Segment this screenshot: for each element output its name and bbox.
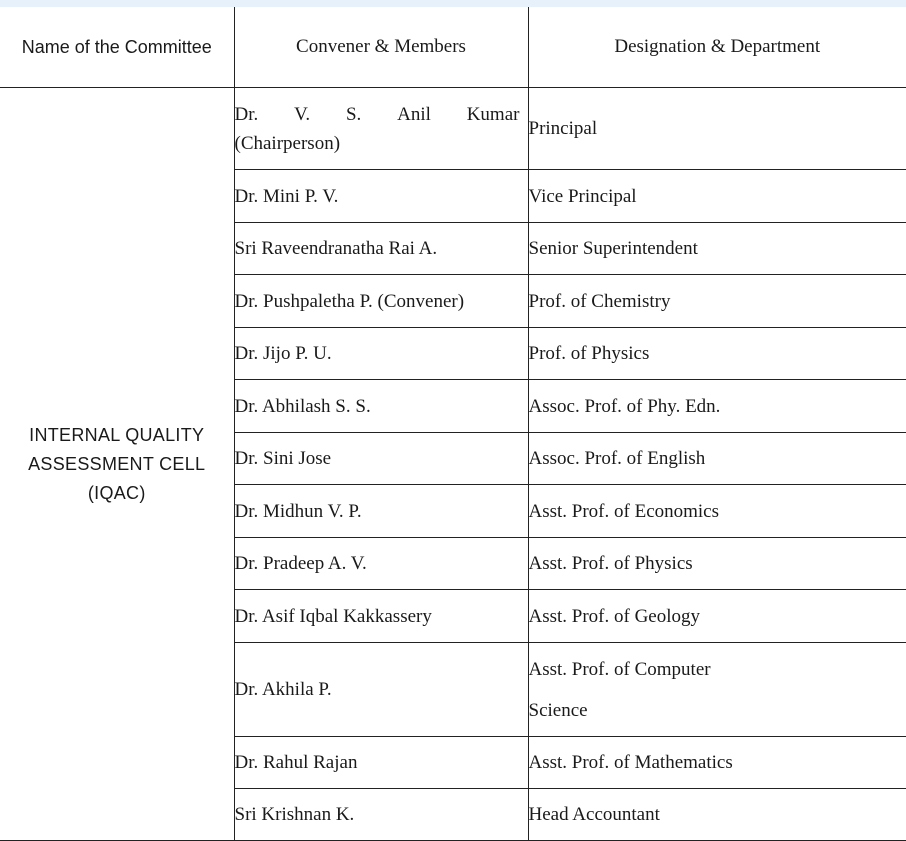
committee-name-line: ASSESSMENT CELL: [0, 450, 234, 479]
member-cell: Dr. Rahul Rajan: [234, 737, 528, 789]
member-cell: Dr. Mini P. V.: [234, 170, 528, 223]
designation-cell: Asst. Prof. of Economics: [528, 485, 906, 538]
member-name-line: [235, 100, 520, 129]
header-committee: Name of the Committee: [0, 7, 234, 88]
designation-cell: Principal: [528, 88, 906, 170]
top-strip: [0, 0, 906, 7]
member-word: Anil: [397, 100, 431, 129]
member-cell: Dr. Midhun V. P.: [234, 485, 528, 538]
member-cell: Dr. Jijo P. U.: [234, 328, 528, 380]
designation-cell: Head Accountant: [528, 789, 906, 841]
committee-name-line: INTERNAL QUALITY: [0, 421, 234, 450]
committee-name-cell: [0, 88, 234, 841]
designation-cell: Assoc. Prof. of Phy. Edn.: [528, 380, 906, 433]
member-word: V.: [294, 100, 310, 129]
member-cell: Dr. Akhila P.: [234, 643, 528, 737]
designation-cell: Senior Superintendent: [528, 223, 906, 275]
designation-cell: Assoc. Prof. of English: [528, 433, 906, 485]
designation-cell: [528, 643, 906, 737]
header-members: Convener & Members: [234, 7, 528, 88]
member-cell: Dr. Pushpaletha P. (Convener): [234, 275, 528, 328]
member-cell: [234, 88, 528, 170]
member-role: (Chairperson): [235, 129, 520, 158]
designation-cell: Vice Principal: [528, 170, 906, 223]
designation-cell: Asst. Prof. of Physics: [528, 538, 906, 590]
member-cell: Dr. Pradeep A. V.: [234, 538, 528, 590]
designation-line: Science: [529, 690, 906, 731]
designation-cell: Prof. of Physics: [528, 328, 906, 380]
member-cell: Sri Raveendranatha Rai A.: [234, 223, 528, 275]
committee-name-line: (IQAC): [0, 479, 234, 508]
member-word: Kumar: [467, 100, 520, 129]
member-cell: Dr. Sini Jose: [234, 433, 528, 485]
member-word: Dr.: [235, 100, 259, 129]
member-cell: Sri Krishnan K.: [234, 789, 528, 841]
member-cell: Dr. Abhilash S. S.: [234, 380, 528, 433]
designation-cell: Asst. Prof. of Geology: [528, 590, 906, 643]
committee-table: [0, 7, 906, 841]
header-row: [0, 7, 906, 88]
table-row: [0, 88, 906, 170]
designation-cell: Prof. of Chemistry: [528, 275, 906, 328]
member-cell: Dr. Asif Iqbal Kakkassery: [234, 590, 528, 643]
header-designation: Designation & Department: [528, 7, 906, 88]
designation-line: Asst. Prof. of Computer: [529, 649, 906, 690]
designation-cell: Asst. Prof. of Mathematics: [528, 737, 906, 789]
member-word: S.: [346, 100, 361, 129]
